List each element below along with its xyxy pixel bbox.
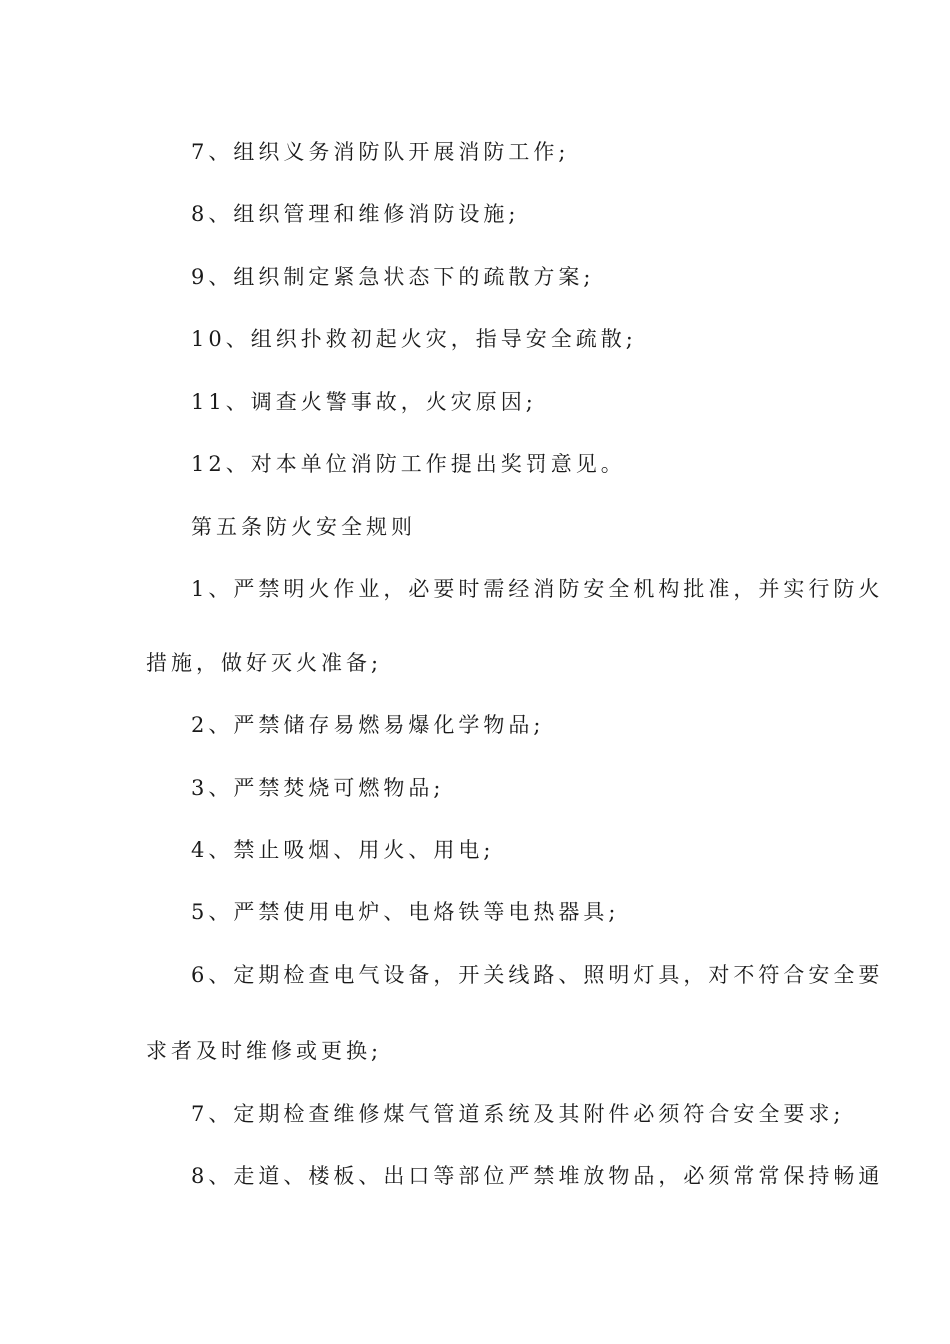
rule-item-8: 8、走道、楼板、出口等部位严禁堆放物品，必须常常保持畅通 xyxy=(191,1164,884,1188)
rule-item-7: 7、定期检查维修煤气管道系统及其附件必须符合安全要求; xyxy=(191,1102,845,1126)
section-heading: 第五条防火安全规则 xyxy=(191,515,416,539)
paragraph-item-9: 9、组织制定紧急状态下的疏散方案; xyxy=(191,265,595,289)
paragraph-item-12: 12、对本单位消防工作提出奖罚意见。 xyxy=(191,452,626,476)
rule-item-6-continued: 求者及时维修或更换; xyxy=(146,1039,383,1063)
rule-item-1: 1、严禁明火作业，必要时需经消防安全机构批准，并实行防火 xyxy=(191,577,884,601)
rule-item-2: 2、严禁储存易燃易爆化学物品; xyxy=(191,713,545,737)
rule-item-1-continued: 措施，做好灭火准备; xyxy=(146,651,383,675)
paragraph-item-7: 7、组织义务消防队开展消防工作; xyxy=(191,140,570,164)
rule-item-5: 5、严禁使用电炉、电烙铁等电热器具; xyxy=(191,900,620,924)
paragraph-item-11: 11、调查火警事故，火灾原因; xyxy=(191,390,537,414)
rule-item-3: 3、严禁焚烧可燃物品; xyxy=(191,776,445,800)
rule-item-4: 4、禁止吸烟、用火、用电; xyxy=(191,838,495,862)
rule-item-6: 6、定期检查电气设备，开关线路、照明灯具，对不符合安全要 xyxy=(191,963,884,987)
paragraph-item-10: 10、组织扑救初起火灾，指导安全疏散; xyxy=(191,327,637,351)
paragraph-item-8: 8、组织管理和维修消防设施; xyxy=(191,202,520,226)
